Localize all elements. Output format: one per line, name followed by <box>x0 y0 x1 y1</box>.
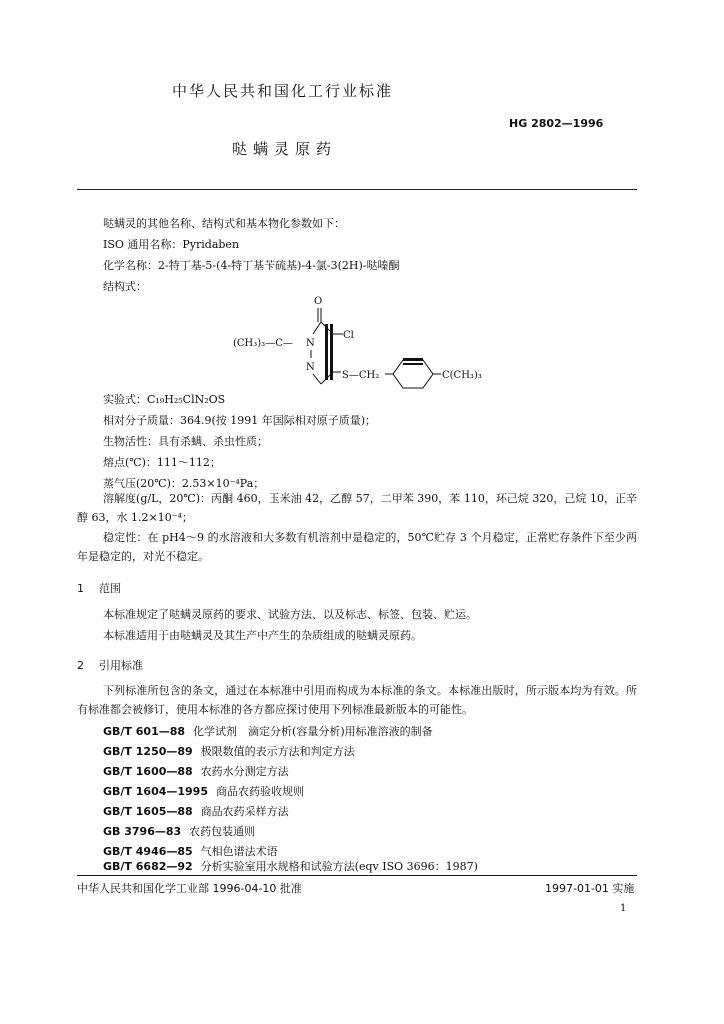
reference-item <box>103 803 289 819</box>
structure-label: 结构式： <box>103 280 147 293</box>
standard-code: HG 2802—1996 <box>509 117 604 130</box>
reference-code: GB/T 1250—89 <box>103 745 193 758</box>
formula-oxygen: O <box>314 296 323 307</box>
iso-name: ISO 通用名称：Pyridaben <box>103 238 240 251</box>
intro-lead: 哒螨灵的其他名称、结构式和基本物化参数如下： <box>103 217 345 230</box>
reference-title: 农药包装通则 <box>189 825 256 838</box>
molecular-mass: 相对分子质量：364.9(按 1991 年国际相对原子质量)； <box>103 414 377 427</box>
formula-nitrogen-2: N <box>306 362 315 373</box>
formula-bold-bond <box>325 324 328 380</box>
reference-code: GB/T 4946—85 <box>103 845 193 858</box>
reference-item <box>103 858 478 874</box>
structural-formula <box>225 292 505 392</box>
molecular-formula: 实验式：C₁₉H₂₅ClN₂OS <box>103 393 226 406</box>
formula-s-group: S—CH₂ <box>342 370 380 381</box>
footer-divider <box>77 875 637 876</box>
reference-title: 农药水分测定方法 <box>200 765 289 778</box>
reference-title: 分析实验室用水规格和试验方法(eqv ISO 3696：1987) <box>200 860 478 873</box>
formula-bond <box>313 374 321 384</box>
formula-nitrogen-1: N <box>306 338 315 349</box>
reference-title: 化学试剂 滴定分析(容量分析)用标准溶液的制备 <box>193 725 433 738</box>
reference-item <box>103 783 304 799</box>
vapor-pressure: 蒸气压(20℃)：2.53×10⁻⁴Pa； <box>103 477 265 490</box>
section-2-intro: 下列标准所包含的条文，通过在本标准中引用而构成为本标准的条文。本标准出版时，所示版本均为有效。所有标准都会被修订，使用本标准的各方都应探讨使用下列标准最新版本的可能性。 <box>77 684 637 716</box>
reference-code: GB/T 6682—92 <box>103 860 193 873</box>
reference-title: 商品农药验收规则 <box>216 785 304 798</box>
formula-ring-bold-edge-2 <box>403 363 423 365</box>
formula-chlorine: Cl <box>343 330 354 341</box>
section-1-paragraph-1: 本标准规定了哒螨灵原药的要求、试验方法、以及标志、标签、包装、贮运。 <box>103 608 477 621</box>
reference-title: 气相色谱法术语 <box>200 845 278 858</box>
solubility: 溶解度(g/L，20℃)：丙酮 460，玉米油 42，乙醇 57，二甲苯 390，苯 110，环己烷 320，己烷 10，正辛醇 63，水 1.2×10⁻⁴； <box>77 492 637 524</box>
section-2-title: 引用标准 <box>99 659 143 672</box>
reference-code: GB 3796—83 <box>103 825 182 838</box>
document-title: 哒螨灵原药 <box>232 140 338 158</box>
stability: 稳定性：在 pH4～9 的水溶液和大多数有机溶剂中是稳定的，50℃贮存 3 个月稳定，正常贮存条件下至少两年是稳定的，对光不稳定。 <box>77 531 637 563</box>
section-1-title: 范围 <box>99 582 121 595</box>
section-2-number: 2 <box>77 659 84 672</box>
reference-code: GB/T 1605—88 <box>103 805 193 818</box>
reference-item <box>103 743 355 759</box>
header-divider <box>77 189 637 190</box>
reference-title: 商品农药采样方法 <box>200 805 289 818</box>
reference-item <box>103 763 289 779</box>
reference-item <box>103 723 433 739</box>
formula-ring-bold-edge <box>403 358 423 361</box>
approval-line: 中华人民共和国化学工业部 1996-04-10 批准 <box>77 882 302 895</box>
reference-code: GB/T 601—88 <box>103 725 186 738</box>
section-1-heading <box>77 580 121 596</box>
formula-bold-bond-2 <box>330 324 333 380</box>
section-1-number: 1 <box>77 582 84 595</box>
standard-title: 中华人民共和国化工行业标准 <box>172 82 394 100</box>
formula-bond <box>313 322 321 334</box>
reference-code: GB/T 1604—1995 <box>103 785 208 798</box>
reference-item <box>103 823 255 839</box>
formula-right-group: C(CH₃)₃ <box>442 370 482 381</box>
chemical-name: 化学名称：2-特丁基-5-(4-特丁基苄硫基)-4-氯-3(2H)-哒嗪酮 <box>103 259 400 272</box>
implementation-date: 1997-01-01 实施 <box>545 882 635 895</box>
bioactivity: 生物活性：具有杀螨、杀虫性质； <box>103 435 268 448</box>
section-1-paragraph-2: 本标准适用于由哒螨灵及其生产中产生的杂质组成的哒螨灵原药。 <box>103 629 422 642</box>
melting-point: 熔点(℃)：111～112； <box>103 456 221 469</box>
reference-title: 极限数值的表示方法和判定方法 <box>200 745 355 758</box>
section-2-heading <box>77 657 143 673</box>
reference-code: GB/T 1600—88 <box>103 765 193 778</box>
page-number: 1 <box>620 903 627 914</box>
formula-left-group: (CH₃)₃—C— <box>233 338 293 349</box>
reference-item <box>103 843 278 859</box>
